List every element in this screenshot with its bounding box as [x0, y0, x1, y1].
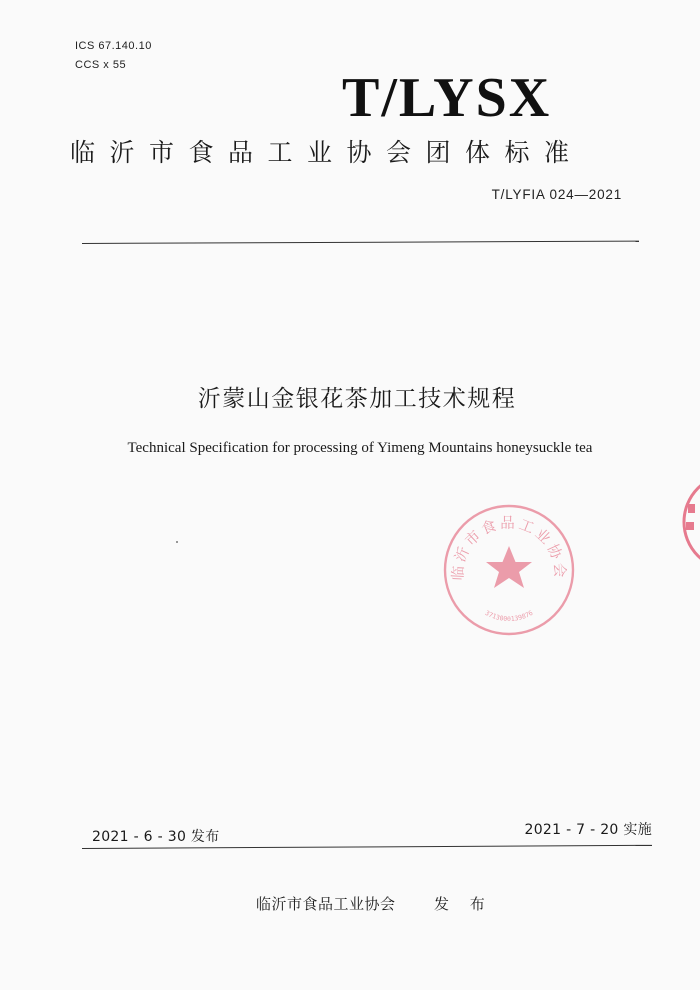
ics-code: ICS 67.140.10: [75, 40, 152, 52]
standard-number: T/LYFIA 024—2021: [491, 187, 622, 202]
organization-title: 临沂市食品工业协会团体标准: [70, 138, 584, 167]
header-divider: [82, 241, 639, 244]
issue-date: 2021 - 6 - 30 发布: [92, 829, 220, 845]
standard-code: T/LYSX: [342, 67, 552, 129]
implementation-date: 2021 - 7 - 20 实施: [524, 822, 652, 838]
seal-text: 临沂市食品工业协会: [450, 516, 568, 581]
official-seal: [441, 502, 577, 638]
edge-seal-fragment: [672, 470, 700, 580]
publisher-name: 临沂市食品工业协会: [256, 895, 396, 913]
ccs-code: CCS x 55: [75, 59, 127, 71]
scan-speck: [176, 541, 178, 543]
seal-star-icon: [486, 546, 532, 588]
seal-serial: 3713000139876: [483, 608, 535, 624]
publish-label: 发 布: [434, 895, 493, 913]
title-chinese: 沂蒙山金银花茶加工技术规程: [197, 386, 517, 412]
title-english: Technical Specification for processing of Yimeng Mountains honeysuckle tea: [127, 440, 593, 456]
